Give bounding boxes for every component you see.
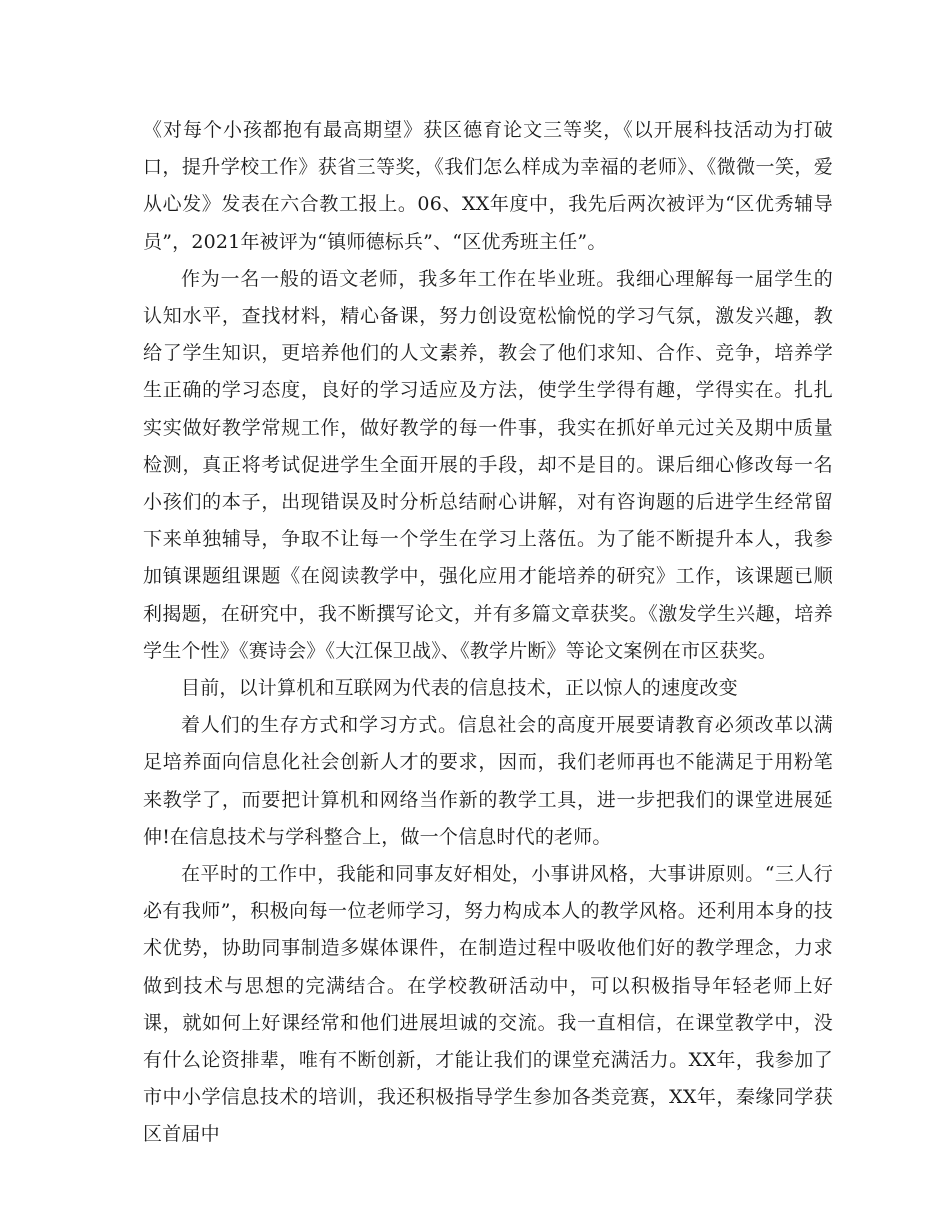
paragraph-awards: 《对每个小孩都抱有最高期望》获区德育论文三等奖，《以开展科技活动为打破口，提升学校工作》获省三等奖，《我们怎么样成为幸福的老师》、《微微一笑，爱从心发》发表在六合教工报上。06、XX年度中，我先后两次被评为“区优秀辅导员”，2021年被评为“镇师德标兵”、“区优秀班主任”。 [143, 119, 833, 253]
paragraph-teaching: 作为一名一般的语文老师，我多年工作在毕业班。我细心理解每一届学生的认知水平，查找材料，精心备课，努力创设宽松愉悦的学习气氛，激发兴趣，教给了学生知识，更培养他们的人文素养，教会了他们求知、合作、竞争，培养学生正确的学习态度，良好的学习适应及方法，使学生学得有趣，学得实在。扎扎实实做好教学常规工作，做好教学的每一件事，我实在抓好单元过关及期中质量检测，真正将考试促进学生全面开展的手段，却不是目的。课后细心修改每一名小孩们的本子，出现错误及时分析总结耐心讲解，对有咨询题的后进学生经常留下来单独辅导，争取不让每一个学生在学习上落伍。为了能不断提升本人，我参加镇课题组课题《在阅读教学中，强化应用才能培养的研究》工作，该课题已顺利揭题，在研究中，我不断撰写论文，并有多篇文章获奖。《激发学生兴趣，培养学生个性》《赛诗会》《大江保卫战》、《教学片断》等论文案例在市区获奖。 [143, 267, 833, 662]
paragraph-information-technology-intro: 目前，以计算机和互联网为代表的信息技术，正以惊人的速度改变 [181, 677, 738, 700]
document-body [143, 112, 833, 1154]
paragraph-colleagues: 在平时的工作中，我能和同事友好相处，小事讲风格，大事讲原则。“三人行必有我师”，积极向每一位老师学习，努力构成本人的教学风格。还利用本身的技术优势，协助同事制造多媒体课件，在制造过程中吸收他们好的教学理念，力求做到技术与思想的完满结合。在学校教研活动中，可以积极指导年轻老师上好课，就如何上好课经常和他们进展坦诚的交流。我一直相信，在课堂教学中，没有什么论资排辈，唯有不断创新，才能让我们的课堂充满活力。XX年，我参加了市中小学信息技术的培训，我还积极指导学生参加各类竞赛，XX年，秦缘同学获区首届中 [143, 863, 833, 1146]
paragraph-information-society: 着人们的生存方式和学习方式。信息社会的高度开展要请教育必须改革以满足培养面向信息化社会创新人才的要求，因而，我们老师再也不能满足于用粉笔来教学了，而要把计算机和网络当作新的教学工具，进一步把我们的课堂进展延伸!在信息技术与学科整合上，做一个信息时代的老师。 [143, 714, 833, 848]
